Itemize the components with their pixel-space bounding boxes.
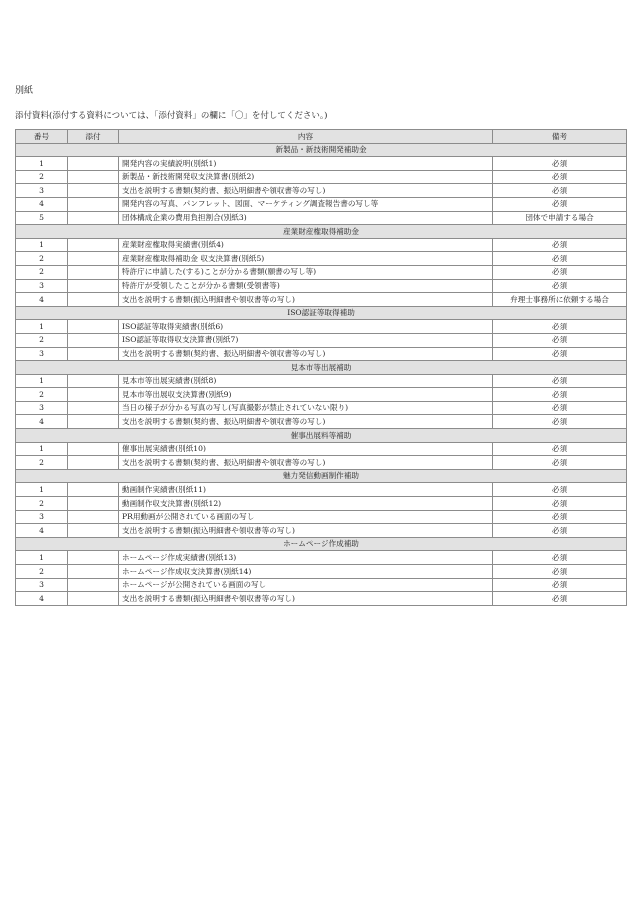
item-number-cell: 1	[16, 157, 68, 171]
table-row	[16, 510, 627, 524]
item-notes-cell: 必須	[493, 374, 627, 388]
header-content: 内容	[119, 130, 493, 144]
item-content-cell: ISO認証等取得実績書(別紙6)	[119, 320, 493, 334]
item-notes-cell: 必須	[493, 551, 627, 565]
item-content-cell: 支出を説明する書類(契約書、振込明細書や領収書等の写し)	[119, 415, 493, 429]
table-row	[16, 238, 627, 252]
item-number-cell: 4	[16, 592, 68, 606]
item-content-cell: ホームページ作成実績書(別紙13)	[119, 551, 493, 565]
attachment-mark-cell[interactable]	[68, 333, 119, 347]
item-notes-cell: 必須	[493, 456, 627, 470]
item-notes-cell: 必須	[493, 565, 627, 579]
item-content-cell: ホームページ作成収支決算書(別紙14)	[119, 565, 493, 579]
item-notes-cell: 必須	[493, 415, 627, 429]
item-notes-cell: 必須	[493, 252, 627, 266]
table-row	[16, 347, 627, 361]
item-number-cell: 2	[16, 265, 68, 279]
item-number-cell: 2	[16, 456, 68, 470]
section-header-row	[16, 469, 627, 483]
item-content-cell: 見本市等出展収支決算書(別紙9)	[119, 388, 493, 402]
table-row	[16, 483, 627, 497]
item-content-cell: 特許庁が受領したことが分かる書類(受領書等)	[119, 279, 493, 293]
item-number-cell: 2	[16, 565, 68, 579]
item-notes-cell: 必須	[493, 170, 627, 184]
table-row	[16, 157, 627, 171]
attachment-mark-cell[interactable]	[68, 170, 119, 184]
item-number-cell: 3	[16, 347, 68, 361]
item-content-cell: 動画制作収支決算書(別紙12)	[119, 497, 493, 511]
section-header-row	[16, 225, 627, 239]
item-content-cell: PR用動画が公開されている画面の写し	[119, 510, 493, 524]
table-row	[16, 184, 627, 198]
attachment-mark-cell[interactable]	[68, 252, 119, 266]
header-number: 番号	[16, 130, 68, 144]
attachment-mark-cell[interactable]	[68, 157, 119, 171]
item-content-cell: 支出を説明する書類(振込明細書や領収書等の写し)	[119, 524, 493, 538]
item-content-cell: ホームページが公開されている画面の写し	[119, 578, 493, 592]
item-content-cell: 開発内容の写真、パンフレット、図面、マーケティング調査報告書の写し等	[119, 197, 493, 211]
attachment-mark-cell[interactable]	[68, 442, 119, 456]
section-header-row	[16, 143, 627, 157]
attachment-mark-cell[interactable]	[68, 401, 119, 415]
item-number-cell: 2	[16, 497, 68, 511]
item-content-cell: 団体構成企業の費用負担割合(別紙3)	[119, 211, 493, 225]
attachments-table	[15, 129, 627, 606]
item-content-cell: 支出を説明する書類(振込明細書や領収書等の写し)	[119, 293, 493, 307]
item-number-cell: 1	[16, 483, 68, 497]
item-content-cell: 産業財産権取得実績書(別紙4)	[119, 238, 493, 252]
item-number-cell: 1	[16, 238, 68, 252]
section-title: ISO認証等取得補助	[16, 306, 627, 320]
table-row	[16, 415, 627, 429]
attachment-mark-cell[interactable]	[68, 388, 119, 402]
table-row	[16, 170, 627, 184]
attachment-mark-cell[interactable]	[68, 524, 119, 538]
item-notes-cell: 必須	[493, 483, 627, 497]
table-row	[16, 320, 627, 334]
item-notes-cell: 必須	[493, 265, 627, 279]
table-row	[16, 592, 627, 606]
item-notes-cell: 弁理士事務所に依頼する場合	[493, 293, 627, 307]
item-notes-cell: 必須	[493, 592, 627, 606]
table-row	[16, 279, 627, 293]
attachment-mark-cell[interactable]	[68, 374, 119, 388]
table-row	[16, 293, 627, 307]
item-notes-cell: 必須	[493, 333, 627, 347]
attachment-mark-cell[interactable]	[68, 456, 119, 470]
item-notes-cell: 必須	[493, 279, 627, 293]
section-title: 新製品・新技術開発補助金	[16, 143, 627, 157]
item-notes-cell: 必須	[493, 157, 627, 171]
item-notes-cell: 必須	[493, 197, 627, 211]
item-content-cell: 産業財産権取得補助金 収支決算書(別紙5)	[119, 252, 493, 266]
item-content-cell: 支出を説明する書類(契約書、振込明細書や領収書等の写し)	[119, 184, 493, 198]
item-number-cell: 3	[16, 578, 68, 592]
attachment-mark-cell[interactable]	[68, 293, 119, 307]
item-content-cell: 支出を説明する書類(契約書、振込明細書や領収書等の写し)	[119, 347, 493, 361]
item-number-cell: 3	[16, 279, 68, 293]
attachment-mark-cell[interactable]	[68, 279, 119, 293]
item-number-cell: 4	[16, 293, 68, 307]
item-content-cell: 催事出展実績書(別紙10)	[119, 442, 493, 456]
table-row	[16, 197, 627, 211]
item-number-cell: 1	[16, 442, 68, 456]
header-notes: 備考	[493, 130, 627, 144]
section-header-row	[16, 361, 627, 375]
table-row	[16, 388, 627, 402]
item-content-cell: 支出を説明する書類(契約書、振込明細書や領収書等の写し)	[119, 456, 493, 470]
item-content-cell: 開発内容の実績説明(別紙1)	[119, 157, 493, 171]
item-notes-cell: 必須	[493, 238, 627, 252]
section-title: 産業財産権取得補助金	[16, 225, 627, 239]
section-header-row	[16, 429, 627, 443]
table-row	[16, 401, 627, 415]
item-number-cell: 2	[16, 388, 68, 402]
item-notes-cell: 必須	[493, 497, 627, 511]
attachment-mark-cell[interactable]	[68, 578, 119, 592]
item-content-cell: 新製品・新技術開発収支決算書(別紙2)	[119, 170, 493, 184]
table-row	[16, 252, 627, 266]
section-title: 催事出展料等補助	[16, 429, 627, 443]
item-number-cell: 2	[16, 170, 68, 184]
table-row	[16, 442, 627, 456]
section-title: 魅力発信動画制作補助	[16, 469, 627, 483]
item-number-cell: 5	[16, 211, 68, 225]
section-header-row	[16, 537, 627, 551]
item-number-cell: 3	[16, 184, 68, 198]
item-notes-cell: 必須	[493, 388, 627, 402]
item-content-cell: 当日の様子が分かる写真の写し(写真撮影が禁止されていない限り)	[119, 401, 493, 415]
item-content-cell: ISO認証等取得収支決算書(別紙7)	[119, 333, 493, 347]
attachment-mark-cell[interactable]	[68, 510, 119, 524]
item-number-cell: 2	[16, 333, 68, 347]
attachment-mark-cell[interactable]	[68, 415, 119, 429]
attachment-mark-cell[interactable]	[68, 347, 119, 361]
table-row	[16, 578, 627, 592]
table-row	[16, 211, 627, 225]
attachment-mark-cell[interactable]	[68, 565, 119, 579]
item-number-cell: 1	[16, 320, 68, 334]
item-content-cell: 動画制作実績書(別紙11)	[119, 483, 493, 497]
table-row	[16, 551, 627, 565]
item-content-cell: 特許庁に申請した(する)ことが分かる書類(願書の写し等)	[119, 265, 493, 279]
item-number-cell: 1	[16, 374, 68, 388]
item-number-cell: 2	[16, 252, 68, 266]
section-title: 見本市等出展補助	[16, 361, 627, 375]
attachment-mark-cell[interactable]	[68, 211, 119, 225]
table-row	[16, 374, 627, 388]
item-number-cell: 4	[16, 197, 68, 211]
item-number-cell: 4	[16, 415, 68, 429]
attachment-mark-cell[interactable]	[68, 592, 119, 606]
table-row	[16, 333, 627, 347]
item-number-cell: 3	[16, 401, 68, 415]
table-row	[16, 265, 627, 279]
attachment-mark-cell[interactable]	[68, 497, 119, 511]
item-notes-cell: 必須	[493, 510, 627, 524]
item-notes-cell: 必須	[493, 401, 627, 415]
attachment-mark-cell[interactable]	[68, 320, 119, 334]
header-attached: 添付	[68, 130, 119, 144]
instructions-text: 添付資料(添付する資料については、「添付資料」の欄に「〇」を付してください。)	[15, 111, 328, 121]
attachment-mark-cell[interactable]	[68, 265, 119, 279]
attachment-mark-cell[interactable]	[68, 238, 119, 252]
table-row	[16, 524, 627, 538]
table-body	[16, 143, 627, 605]
item-notes-cell: 必須	[493, 347, 627, 361]
item-notes-cell: 必須	[493, 442, 627, 456]
item-content-cell: 支出を説明する書類(振込明細書や領収書等の写し)	[119, 592, 493, 606]
header-row	[16, 130, 627, 144]
table-row	[16, 565, 627, 579]
table-row	[16, 456, 627, 470]
item-notes-cell: 団体で申請する場合	[493, 211, 627, 225]
page-title: 別紙	[15, 86, 34, 96]
item-number-cell: 1	[16, 551, 68, 565]
section-header-row	[16, 306, 627, 320]
item-number-cell: 4	[16, 524, 68, 538]
table-row	[16, 497, 627, 511]
item-notes-cell: 必須	[493, 578, 627, 592]
item-notes-cell: 必須	[493, 184, 627, 198]
attachment-mark-cell[interactable]	[68, 483, 119, 497]
attachment-mark-cell[interactable]	[68, 551, 119, 565]
attachment-mark-cell[interactable]	[68, 197, 119, 211]
item-notes-cell: 必須	[493, 524, 627, 538]
section-title: ホームページ作成補助	[16, 537, 627, 551]
item-notes-cell: 必須	[493, 320, 627, 334]
item-number-cell: 3	[16, 510, 68, 524]
attachment-mark-cell[interactable]	[68, 184, 119, 198]
item-content-cell: 見本市等出展実績書(別紙8)	[119, 374, 493, 388]
